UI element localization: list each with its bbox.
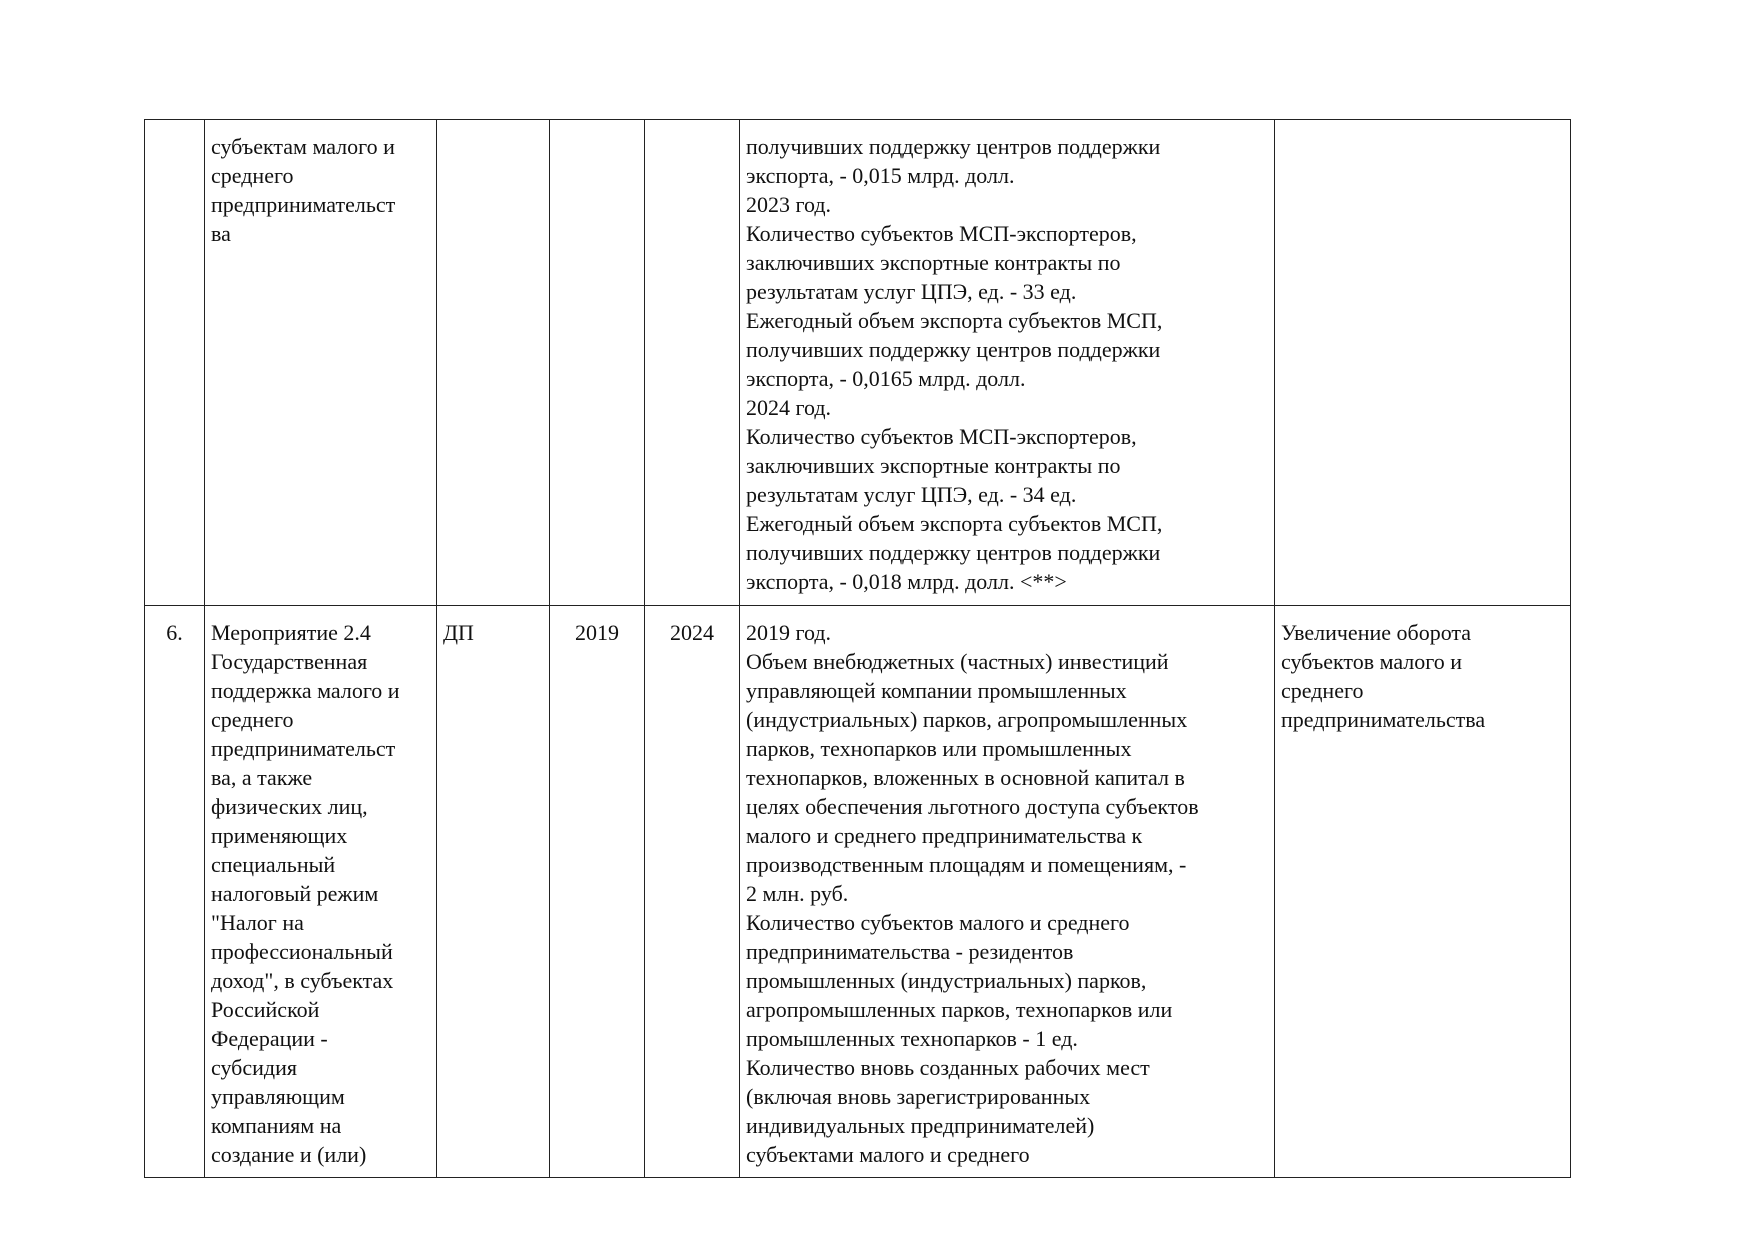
row-number-cell xyxy=(145,120,205,606)
result-line: экспорта, - 0,015 млрд. долл. xyxy=(746,163,1015,188)
activity-name-line: среднего xyxy=(211,707,294,732)
table-row xyxy=(145,120,1571,606)
result-line: агропромышленных парков, технопарков или xyxy=(746,997,1173,1022)
result-line: экспорта, - 0,0165 млрд. долл. xyxy=(746,366,1026,391)
activity-name-cell xyxy=(205,606,437,1178)
result-line: 2023 год. xyxy=(746,192,832,217)
activity-name-line: компаниям на xyxy=(211,1113,342,1138)
activity-name-line: субсидия xyxy=(211,1055,298,1080)
activity-name-line: Федерации - xyxy=(211,1026,328,1051)
activity-name-line: ва, а также xyxy=(211,765,313,790)
executor-cell xyxy=(437,120,550,606)
start-year-cell xyxy=(550,120,645,606)
row-number-cell: 6. xyxy=(145,606,205,1178)
result-line: предпринимательства - резидентов xyxy=(746,939,1074,964)
activity-name-line: "Налог на xyxy=(211,910,304,935)
result-line: целях обеспечения льготного доступа субъектов xyxy=(746,794,1199,819)
indicator-link-line: предпринимательства xyxy=(1281,707,1486,732)
end-year-cell: 2024 xyxy=(645,606,740,1178)
result-line: (включая вновь зарегистрированных xyxy=(746,1084,1091,1109)
indicator-link-cell xyxy=(1275,606,1571,1178)
result-line: экспорта, - 0,018 млрд. долл. <**> xyxy=(746,569,1067,594)
result-line: (индустриальных) парков, агропромышленных xyxy=(746,707,1188,732)
expected-result-cell xyxy=(740,120,1275,606)
program-activities-table xyxy=(144,119,1571,1178)
activity-name-line: предпринимательст xyxy=(211,736,396,761)
result-line: 2019 год. xyxy=(746,620,832,645)
result-line: 2024 год. xyxy=(746,395,832,420)
activity-name-line: Государственная xyxy=(211,649,368,674)
result-line: управляющей компании промышленных xyxy=(746,678,1127,703)
result-line: Ежегодный объем экспорта субъектов МСП, xyxy=(746,511,1163,536)
result-line: парков, технопарков или промышленных xyxy=(746,736,1132,761)
activity-name-line: налоговый режим xyxy=(211,881,379,906)
result-line: Ежегодный объем экспорта субъектов МСП, xyxy=(746,308,1163,333)
result-line: 2 млн. руб. xyxy=(746,881,849,906)
result-line: производственным площадям и помещениям, - xyxy=(746,852,1187,877)
indicator-link-line: субъектов малого и xyxy=(1281,649,1463,674)
indicator-link-line: Увеличение оборота xyxy=(1281,620,1472,645)
activity-name-line: Мероприятие 2.4 xyxy=(211,620,371,645)
activity-name-line: профессиональный xyxy=(211,939,393,964)
expected-result-cell xyxy=(740,606,1275,1178)
result-line: промышленных технопарков - 1 ед. xyxy=(746,1026,1078,1051)
result-line: Количество вновь созданных рабочих мест xyxy=(746,1055,1150,1080)
result-line: результатам услуг ЦПЭ, ед. - 34 ед. xyxy=(746,482,1077,507)
result-line: субъектами малого и среднего xyxy=(746,1142,1030,1167)
result-line: Количество субъектов МСП-экспортеров, xyxy=(746,424,1137,449)
result-line: результатам услуг ЦПЭ, ед. - 33 ед. xyxy=(746,279,1077,304)
activity-name-line: субъектам малого и xyxy=(211,134,395,159)
activity-name-line: доход", в субъектах xyxy=(211,968,394,993)
table-row xyxy=(145,606,1571,1178)
result-line: Количество субъектов МСП-экспортеров, xyxy=(746,221,1137,246)
activity-name-line: ва xyxy=(211,221,231,246)
result-line: получивших поддержку центров поддержки xyxy=(746,540,1161,565)
indicator-link-line: среднего xyxy=(1281,678,1364,703)
result-line: индивидуальных предпринимателей) xyxy=(746,1113,1095,1138)
result-line: технопарков, вложенных в основной капитал в xyxy=(746,765,1185,790)
result-line: заключивших экспортные контракты по xyxy=(746,453,1121,478)
activity-name-line: применяющих xyxy=(211,823,348,848)
result-line: получивших поддержку центров поддержки xyxy=(746,134,1161,159)
activity-name-line: физических лиц, xyxy=(211,794,368,819)
activity-name-line: среднего xyxy=(211,163,294,188)
indicator-link-cell xyxy=(1275,120,1571,606)
end-year-cell xyxy=(645,120,740,606)
activity-name-line: специальный xyxy=(211,852,336,877)
activity-name-line: Российской xyxy=(211,997,320,1022)
activity-name-line: поддержка малого и xyxy=(211,678,400,703)
result-line: промышленных (индустриальных) парков, xyxy=(746,968,1147,993)
executor-cell: ДП xyxy=(437,606,550,1178)
activity-name-cell xyxy=(205,120,437,606)
result-line: получивших поддержку центров поддержки xyxy=(746,337,1161,362)
activity-name-line: создание и (или) xyxy=(211,1142,367,1167)
result-line: малого и среднего предпринимательства к xyxy=(746,823,1143,848)
activity-name-line: предпринимательст xyxy=(211,192,396,217)
activity-name-line: управляющим xyxy=(211,1084,345,1109)
result-line: Объем внебюджетных (частных) инвестиций xyxy=(746,649,1169,674)
result-line: Количество субъектов малого и среднего xyxy=(746,910,1130,935)
start-year-cell: 2019 xyxy=(550,606,645,1178)
result-line: заключивших экспортные контракты по xyxy=(746,250,1121,275)
